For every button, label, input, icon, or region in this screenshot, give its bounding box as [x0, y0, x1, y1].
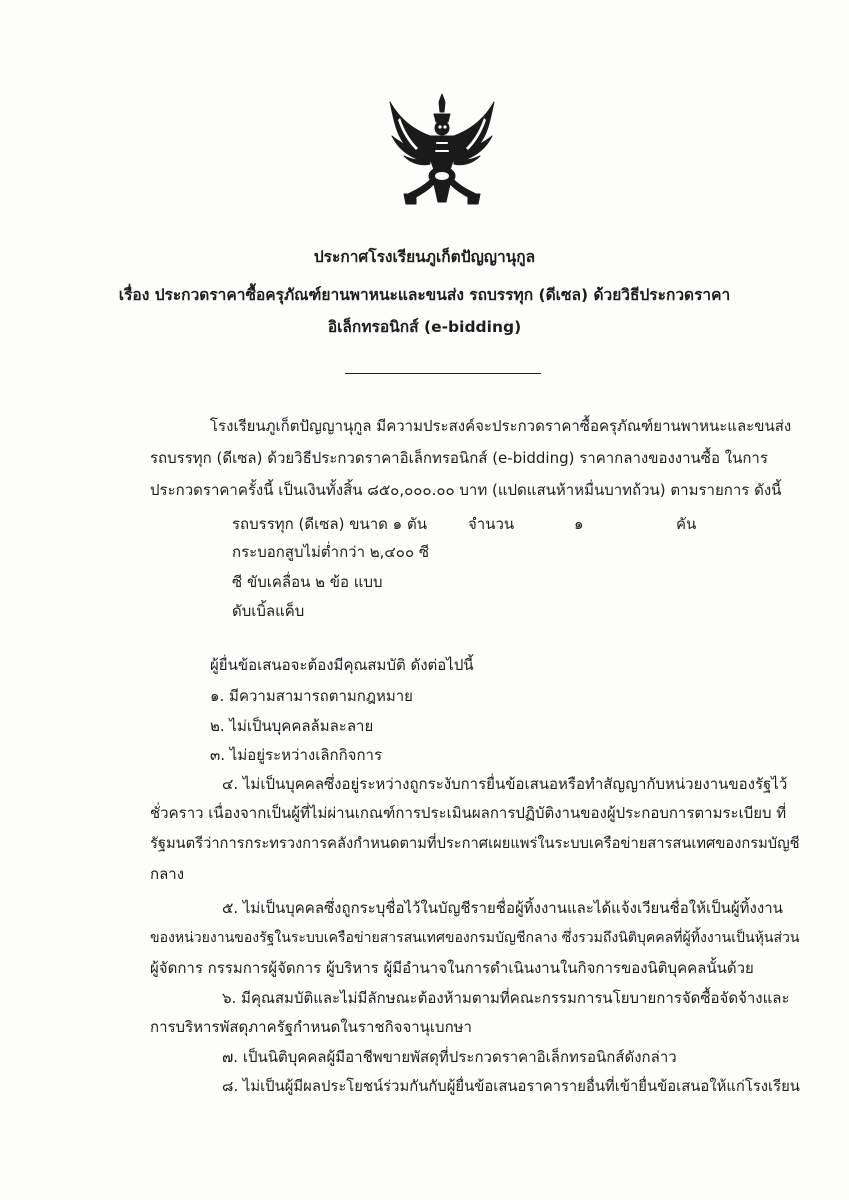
qualification-item: ๓. ไม่อยู่ระหว่างเลิกกิจการ	[210, 746, 383, 764]
qualification-item: รัฐมนตรีว่าการกระทรวงการคลังกำหนดตามที่ประกาศเผยแพร่ในระบบเครือข่ายสารสนเทศของกรมบัญชี	[150, 835, 800, 852]
qualification-item: ผู้จัดการ กรรมการผู้จัดการ ผู้บริหาร ผู้มีอำนาจในการดำเนินงานในกิจการของนิติบุคคลนั้นด้วย	[150, 959, 754, 977]
intro-line: ประกวดราคาครั้งนี้ เป็นเงินทั้งสิ้น ๘๕๐,๐๐๐.๐๐ บาท (แปดแสนห้าหมื่นบาทถ้วน) ตามรายการ ดังนี้	[150, 481, 782, 499]
item-name-cont: กระบอกสูบไม่ต่ำกว่า ๒,๔๐๐ ซี	[232, 543, 430, 561]
item-name-cont: ดับเบิ้ลแค็บ	[232, 602, 305, 620]
qualification-item: ๒. ไม่เป็นบุคคลล้มละลาย	[210, 717, 374, 735]
item-row	[232, 512, 712, 532]
announcement-subject: เรื่อง ประกวดราคาซื้อครุภัณฑ์ยานพาหนะและขนส่ง รถบรรทุก (ดีเซล) ด้วยวิธีประกวดราคา	[118, 286, 731, 304]
announcement-title: ประกาศโรงเรียนภูเก็ตปัญญานุกูล	[313, 248, 536, 266]
qualification-item: ๔. ไม่เป็นบุคคลซึ่งอยู่ระหว่างถูกระงับการยื่นข้อเสนอหรือทำสัญญากับหน่วยงานของรัฐไว้	[222, 775, 788, 793]
qualification-item: กลาง	[150, 865, 185, 883]
qualification-item: ชั่วคราว เนื่องจากเป็นผู้ที่ไม่ผ่านเกณฑ์การประเมินผลการปฏิบัติงานของผู้ประกอบการตามระเบียบ ที่	[150, 804, 787, 822]
garuda-emblem-icon	[384, 90, 500, 210]
item-unit: คัน	[676, 515, 697, 533]
item-name-cont: ซี ขับเคลื่อน ๒ ข้อ แบบ	[232, 573, 383, 591]
qualification-item: การบริหารพัสดุภาครัฐกำหนดในราชกิจจานุเบกษา	[150, 1018, 472, 1036]
qualification-item: ๑. มีความสามารถตามกฎหมาย	[210, 687, 413, 705]
qualification-item: ๕. ไม่เป็นบุคคลซึ่งถูกระบุชื่อไว้ในบัญชีรายชื่อผู้ทิ้งงานและได้แจ้งเวียนชื่อให้เป็นผู้ทิ้งงาน	[222, 899, 783, 917]
qualification-item: ๗. เป็นนิติบุคคลผู้มีอาชีพขายพัสดุที่ประกวดราคาอิเล็กทรอนิกส์ดังกล่าว	[222, 1048, 677, 1066]
announcement-subject-cont: อิเล็กทรอนิกส์ (e-bidding)	[327, 318, 522, 336]
qualification-item: ๖. มีคุณสมบัติและไม่มีลักษณะต้องห้ามตามที่คณะกรรมการนโยบายการจัดซื้อจัดจ้างและ	[222, 989, 790, 1007]
item-qty: ๑	[574, 515, 584, 533]
title-divider	[345, 373, 541, 374]
intro-line: โรงเรียนภูเก็ตปัญญานุกูล มีความประสงค์จะประกวดราคาซื้อครุภัณฑ์ยานพาหนะและขนส่ง	[210, 417, 792, 435]
intro-line: รถบรรทุก (ดีเซล) ด้วยวิธีประกวดราคาอิเล็กทรอนิกส์ (e-bidding) ราคากลางของงานซื้อ ในการ	[150, 449, 768, 467]
item-qty-label: จำนวน	[468, 515, 515, 533]
qualification-heading: ผู้ยื่นข้อเสนอจะต้องมีคุณสมบัติ ดังต่อไปนี้	[210, 656, 474, 674]
qualification-item: ของหน่วยงานของรัฐในระบบเครือข่ายสารสนเทศของกรมบัญชีกลาง ซึ่งรวมถึงนิติบุคคลที่ผู้ทิ้งงานเป็นหุ้นส่วน	[150, 930, 800, 946]
qualification-item: ๘. ไม่เป็นผู้มีผลประโยชน์ร่วมกันกับผู้ยื่นข้อเสนอราคารายอื่นที่เข้ายื่นข้อเสนอให้แก่โรงเรียน	[222, 1078, 800, 1095]
item-name: รถบรรทุก (ดีเซล) ขนาด ๑ ตัน	[232, 515, 427, 533]
